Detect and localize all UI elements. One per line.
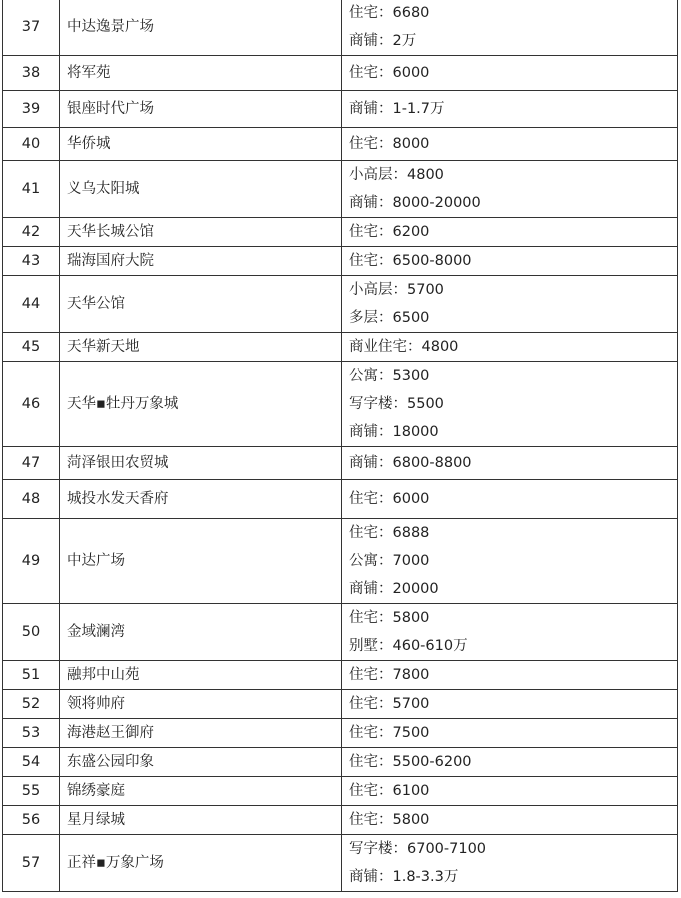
project-name: 锦绣豪庭 xyxy=(60,777,342,806)
price-line: 商铺：8000-20000 xyxy=(349,195,481,211)
table-row xyxy=(3,480,678,519)
row-number: 37 xyxy=(3,0,60,56)
row-number: 40 xyxy=(3,128,60,161)
project-name: 义乌太阳城 xyxy=(60,161,342,218)
row-number: 46 xyxy=(3,362,60,447)
price-line: 商铺：20000 xyxy=(349,581,439,597)
price-line: 住宅：5800 xyxy=(349,610,430,626)
price-cell xyxy=(342,806,678,835)
project-name: 银座时代广场 xyxy=(60,91,342,128)
price-line: 公寓：5300 xyxy=(349,368,430,384)
row-number: 53 xyxy=(3,719,60,748)
row-number: 49 xyxy=(3,519,60,604)
row-number: 44 xyxy=(3,276,60,333)
row-number: 55 xyxy=(3,777,60,806)
table-row xyxy=(3,247,678,276)
price-line: 住宅：6888 xyxy=(349,525,430,541)
price-cell xyxy=(342,91,678,128)
row-number: 43 xyxy=(3,247,60,276)
project-name: 海港赵王御府 xyxy=(60,719,342,748)
price-line: 小高层：5700 xyxy=(349,282,444,298)
price-line: 住宅：6100 xyxy=(349,783,430,799)
table-row xyxy=(3,661,678,690)
price-cell xyxy=(342,604,678,661)
project-name: 城投水发天香府 xyxy=(60,480,342,519)
property-price-table xyxy=(2,0,678,892)
project-name: 瑞海国府大院 xyxy=(60,247,342,276)
row-number: 56 xyxy=(3,806,60,835)
row-number: 48 xyxy=(3,480,60,519)
project-name: 天华▪牡丹万象城 xyxy=(60,362,342,447)
table-row xyxy=(3,519,678,604)
price-cell xyxy=(342,128,678,161)
project-name: 东盛公园印象 xyxy=(60,748,342,777)
price-cell xyxy=(342,719,678,748)
price-cell xyxy=(342,690,678,719)
table-row xyxy=(3,835,678,892)
table-row xyxy=(3,128,678,161)
row-number: 39 xyxy=(3,91,60,128)
row-number: 38 xyxy=(3,56,60,91)
project-name: 正祥▪万象广场 xyxy=(60,835,342,892)
price-line: 商铺：18000 xyxy=(349,424,439,440)
price-cell xyxy=(342,247,678,276)
price-line: 商铺：1.8-3.3万 xyxy=(349,869,459,885)
table-row xyxy=(3,777,678,806)
table-row xyxy=(3,333,678,362)
table-row xyxy=(3,719,678,748)
price-line: 小高层：4800 xyxy=(349,167,444,183)
price-cell xyxy=(342,519,678,604)
project-name: 中达逸景广场 xyxy=(60,0,342,56)
price-cell xyxy=(342,480,678,519)
table-row xyxy=(3,604,678,661)
project-name: 融邦中山苑 xyxy=(60,661,342,690)
project-name: 天华公馆 xyxy=(60,276,342,333)
row-number: 54 xyxy=(3,748,60,777)
price-line: 商铺：6800-8800 xyxy=(349,455,472,471)
price-cell xyxy=(342,56,678,91)
table-row xyxy=(3,362,678,447)
project-name: 天华长城公馆 xyxy=(60,218,342,247)
project-name: 华侨城 xyxy=(60,128,342,161)
table-row xyxy=(3,161,678,218)
price-cell xyxy=(342,161,678,218)
row-number: 52 xyxy=(3,690,60,719)
price-cell xyxy=(342,447,678,480)
price-cell xyxy=(342,661,678,690)
table-row xyxy=(3,218,678,247)
price-line: 商业住宅：4800 xyxy=(349,339,459,355)
project-name: 星月绿城 xyxy=(60,806,342,835)
table-row xyxy=(3,806,678,835)
price-cell xyxy=(342,0,678,56)
price-line: 写字楼：5500 xyxy=(349,396,444,412)
price-line: 住宅：6200 xyxy=(349,224,430,240)
price-line: 商铺：1-1.7万 xyxy=(349,101,445,117)
price-cell xyxy=(342,276,678,333)
table-row xyxy=(3,276,678,333)
table-row xyxy=(3,91,678,128)
row-number: 51 xyxy=(3,661,60,690)
price-line: 住宅：8000 xyxy=(349,136,430,152)
price-line: 住宅：6500-8000 xyxy=(349,253,472,269)
price-line: 住宅：5700 xyxy=(349,696,430,712)
project-name: 中达广场 xyxy=(60,519,342,604)
price-line: 公寓：7000 xyxy=(349,553,430,569)
row-number: 42 xyxy=(3,218,60,247)
price-line: 别墅：460-610万 xyxy=(349,638,468,654)
project-name: 金域澜湾 xyxy=(60,604,342,661)
price-line: 写字楼：6700-7100 xyxy=(349,841,487,857)
row-number: 57 xyxy=(3,835,60,892)
project-name: 天华新天地 xyxy=(60,333,342,362)
table-row xyxy=(3,56,678,91)
row-number: 45 xyxy=(3,333,60,362)
price-line: 商铺：2万 xyxy=(349,33,417,49)
table-body xyxy=(3,0,678,892)
row-number: 41 xyxy=(3,161,60,218)
price-line: 住宅：6000 xyxy=(349,65,430,81)
price-line: 住宅：6000 xyxy=(349,491,430,507)
row-number: 47 xyxy=(3,447,60,480)
price-cell xyxy=(342,362,678,447)
price-cell xyxy=(342,333,678,362)
price-cell xyxy=(342,748,678,777)
price-line: 住宅：7500 xyxy=(349,725,430,741)
row-number: 50 xyxy=(3,604,60,661)
price-cell xyxy=(342,835,678,892)
price-line: 住宅：5500-6200 xyxy=(349,754,472,770)
price-line: 多层：6500 xyxy=(349,310,430,326)
table-row xyxy=(3,447,678,480)
project-name: 菏泽银田农贸城 xyxy=(60,447,342,480)
table-row xyxy=(3,0,678,56)
project-name: 领将帅府 xyxy=(60,690,342,719)
table-row xyxy=(3,748,678,777)
price-cell xyxy=(342,777,678,806)
price-cell xyxy=(342,218,678,247)
price-line: 住宅：5800 xyxy=(349,812,430,828)
project-name: 将军苑 xyxy=(60,56,342,91)
table-row xyxy=(3,690,678,719)
price-line: 住宅：6680 xyxy=(349,5,430,21)
price-line: 住宅：7800 xyxy=(349,667,430,683)
